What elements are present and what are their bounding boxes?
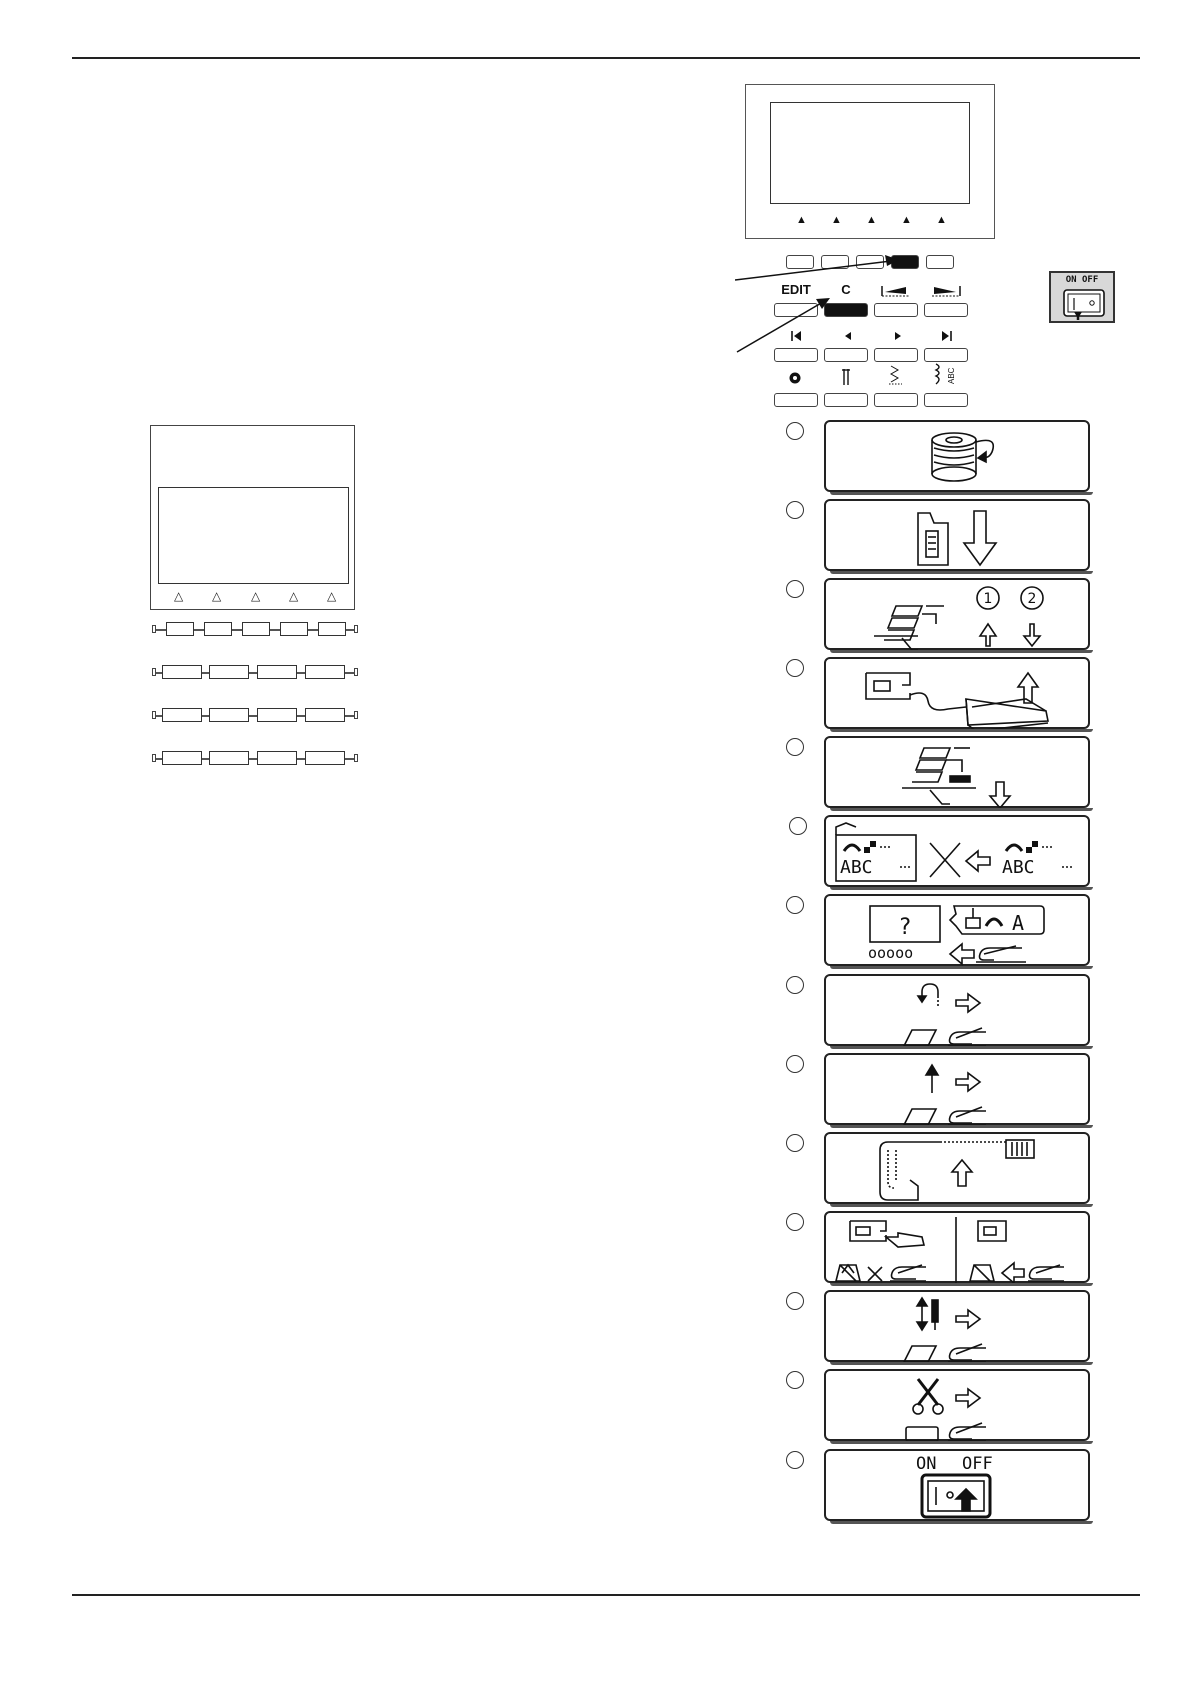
display-screen-outline — [158, 487, 349, 584]
message-thread-cutter — [824, 1369, 1090, 1441]
soft-key-marker: ▲ — [866, 214, 877, 226]
settings-button[interactable] — [774, 393, 818, 407]
edit-label: EDIT — [781, 282, 811, 297]
svg-text:1: 1 — [983, 591, 993, 607]
foot-start-icon — [826, 1213, 1092, 1285]
scissors-icon — [826, 1371, 1092, 1443]
clear-label: C — [841, 282, 851, 297]
control-key-button[interactable] — [305, 751, 345, 765]
soft-key-button[interactable] — [280, 622, 308, 636]
svg-text:A: A — [1012, 911, 1025, 935]
needle-down-icon — [826, 501, 1092, 573]
soft-key-marker: ▲ — [936, 214, 947, 226]
svg-text:ABC: ABC — [1002, 857, 1035, 878]
message-needle-down — [824, 499, 1090, 571]
svg-text:ON: ON — [916, 1454, 937, 1474]
message-foot-control — [824, 657, 1090, 729]
message-presser-foot-down — [824, 736, 1090, 808]
svg-text:ABC: ABC — [840, 857, 873, 878]
soft-key-marker: △ — [251, 589, 261, 603]
message-foot-control-vs-start — [824, 1211, 1090, 1283]
svg-text:OFF: OFF — [962, 1454, 993, 1474]
message-number-circle — [786, 738, 804, 756]
control-key-row — [152, 665, 358, 681]
soft-key-button[interactable] — [242, 622, 270, 636]
soft-key-button[interactable] — [166, 622, 194, 636]
svg-text:?: ? — [898, 915, 912, 940]
presser-foot-lever-icon — [826, 580, 1092, 652]
message-number-circle — [789, 817, 807, 835]
svg-text:ABC: ABC — [947, 367, 956, 384]
end-of-pattern-button[interactable] — [924, 303, 968, 317]
last-button[interactable] — [924, 348, 968, 362]
alphabet-icon — [933, 362, 961, 388]
message-needle-up — [824, 1053, 1090, 1125]
control-key-button[interactable] — [257, 751, 297, 765]
message-number-circle — [786, 1292, 804, 1310]
message-number-circle — [786, 422, 804, 440]
end-of-pattern-icon — [930, 284, 964, 298]
control-key-button[interactable] — [257, 665, 297, 679]
pointer-arrows — [735, 255, 905, 395]
message-number-circle — [786, 1213, 804, 1231]
control-key-button[interactable] — [305, 665, 345, 679]
message-number-circle — [786, 659, 804, 677]
soft-key-button[interactable] — [318, 622, 346, 636]
message-number-circle — [786, 1055, 804, 1073]
control-key-row — [152, 751, 358, 767]
machine-screen-outline — [770, 102, 970, 204]
message-thread-check — [824, 1132, 1090, 1204]
soft-key-marker: △ — [289, 589, 299, 603]
control-key-button[interactable] — [257, 708, 297, 722]
message-number-circle — [786, 976, 804, 994]
message-memory-full — [824, 815, 1090, 887]
power-switch-icon — [1062, 288, 1106, 320]
alphabet-button[interactable] — [924, 393, 968, 407]
presser-foot-down-icon — [826, 738, 1092, 810]
needle-button[interactable] — [824, 393, 868, 407]
message-number-circle — [786, 896, 804, 914]
control-key-button[interactable] — [209, 665, 249, 679]
soft-key-marker: △ — [327, 589, 337, 603]
control-key-button[interactable] — [162, 751, 202, 765]
question-icon — [826, 896, 1092, 968]
message-number-circle — [786, 1451, 804, 1469]
memory-icon — [826, 817, 1092, 889]
soft-key-button[interactable] — [204, 622, 232, 636]
message-presser-foot-lever — [824, 578, 1090, 650]
soft-key-marker: ▲ — [901, 214, 912, 226]
soft-key-5[interactable] — [926, 255, 954, 269]
foot-control-icon — [826, 659, 1092, 731]
message-power-switch — [824, 1449, 1090, 1521]
bottom-rule — [72, 1594, 1140, 1596]
stitch-button[interactable] — [874, 393, 918, 407]
message-number-circle — [786, 1371, 804, 1389]
soft-key-marker: ▲ — [831, 214, 842, 226]
control-key-row — [152, 708, 358, 724]
control-key-button[interactable] — [209, 751, 249, 765]
control-key-button[interactable] — [209, 708, 249, 722]
power-switch-graphic — [1049, 271, 1115, 323]
message-number-circle — [786, 580, 804, 598]
message-needle-position — [824, 1290, 1090, 1362]
message-number-circle — [786, 1134, 804, 1152]
needle-up-icon — [826, 1055, 1092, 1127]
thread-icon — [826, 1134, 1092, 1206]
soft-key-marker: △ — [174, 589, 184, 603]
svg-text:ooooo: ooooo — [868, 944, 914, 962]
control-key-button[interactable] — [162, 665, 202, 679]
message-bobbin-winding — [824, 420, 1090, 492]
power-switch-icon — [826, 1451, 1092, 1523]
soft-key-row — [152, 622, 358, 638]
soft-key-marker: ▲ — [796, 214, 807, 226]
svg-text:2: 2 — [1027, 591, 1037, 607]
reverse-icon — [826, 976, 1092, 1048]
message-number-circle — [786, 501, 804, 519]
last-icon — [940, 330, 954, 342]
soft-key-marker: △ — [212, 589, 222, 603]
top-rule — [72, 57, 1140, 59]
message-unknown-error — [824, 894, 1090, 966]
needle-position-icon — [826, 1292, 1092, 1364]
message-reverse-blocked — [824, 974, 1090, 1046]
bobbin-winding-icon — [826, 422, 1092, 494]
control-key-button[interactable] — [305, 708, 345, 722]
onoff-label: ON OFF — [1065, 275, 1099, 285]
control-key-button[interactable] — [162, 708, 202, 722]
